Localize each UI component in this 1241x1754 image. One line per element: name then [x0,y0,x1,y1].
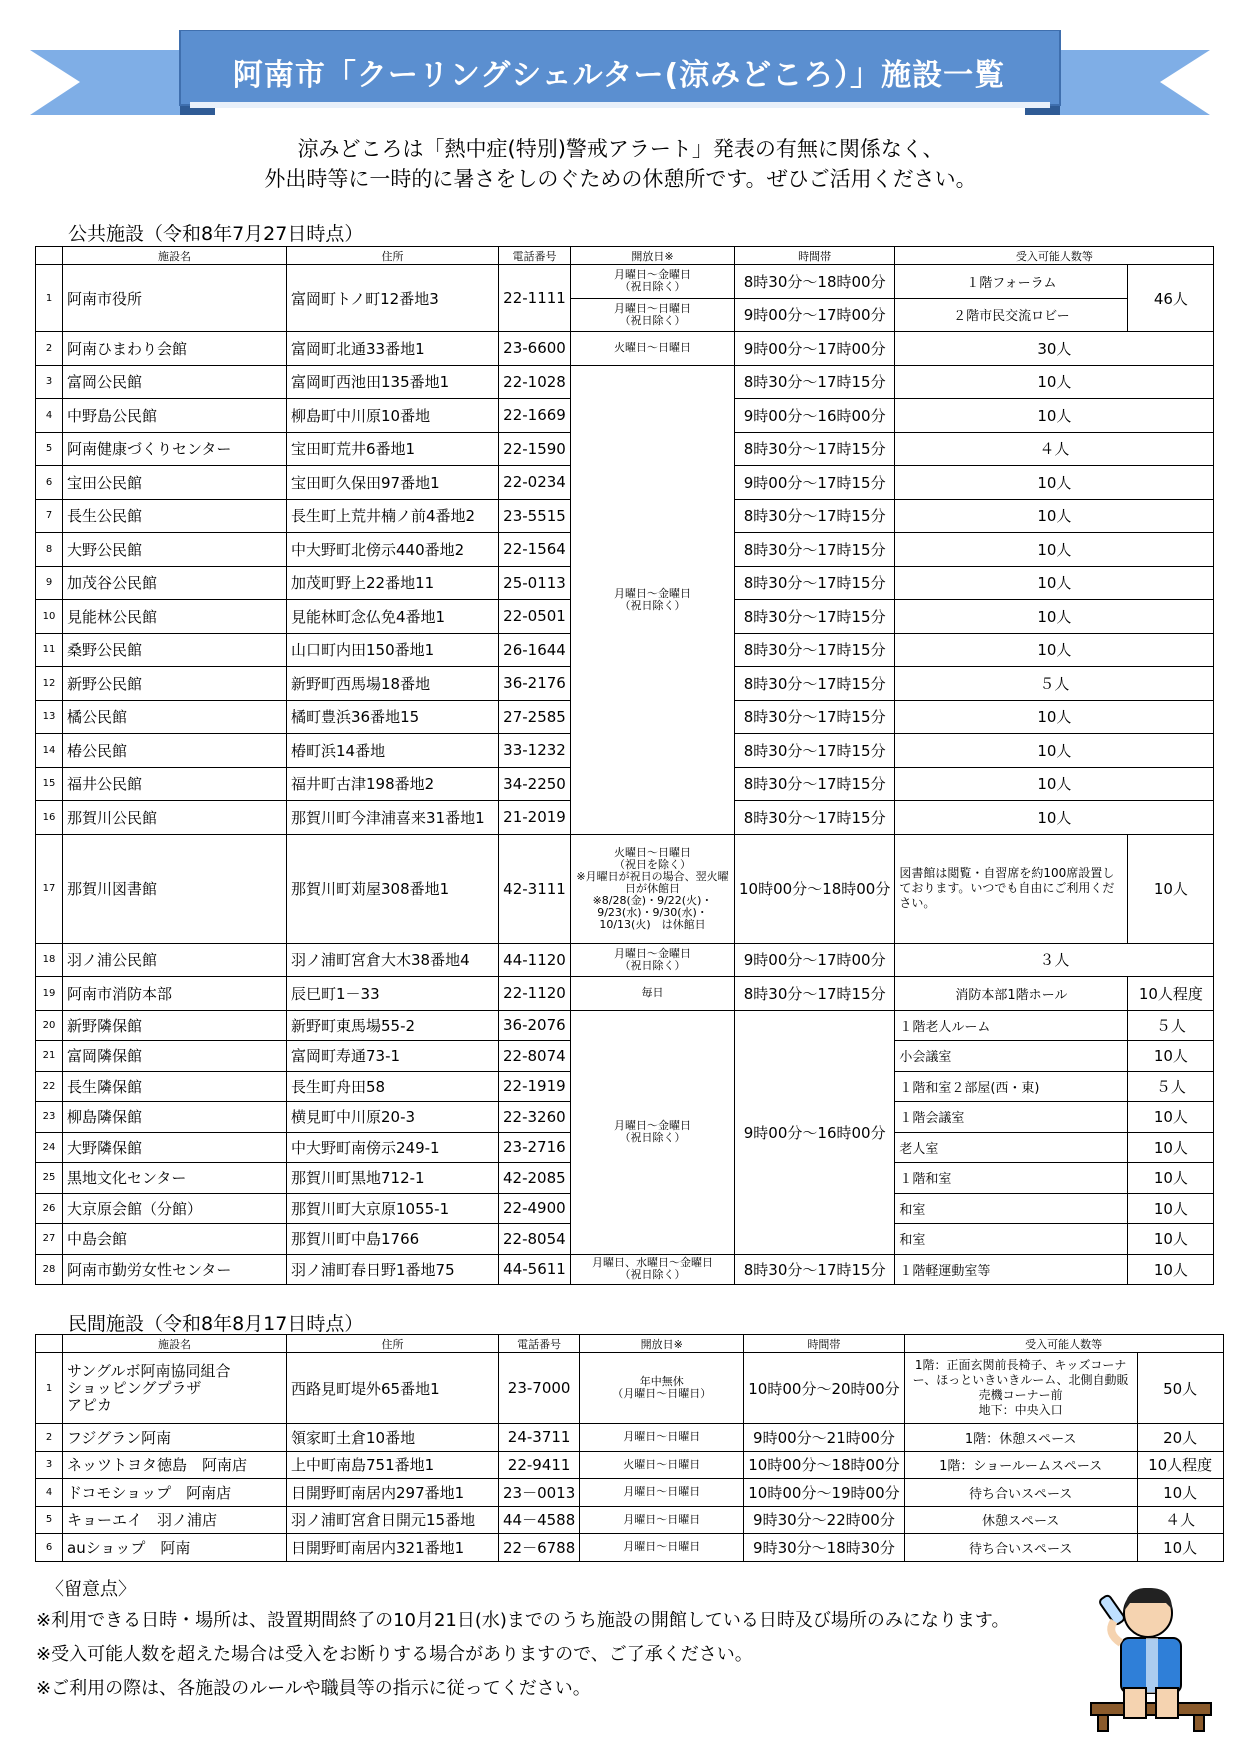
facility-tel: 22-1590 [499,432,571,466]
facility-tel: 21-2019 [499,801,571,835]
facility-address: 日開野町南居内297番地1 [287,1479,499,1507]
open-time: 8時30分～17時15分 [735,533,895,567]
public-section-heading: 公共施設（令和8年7月27日時点） [68,223,364,245]
facility-address: 柳島町中川原10番地 [287,399,499,433]
facility-address: 富岡町北通33番地1 [287,332,499,366]
facility-name: 福井公民館 [63,767,287,801]
open-time: 9時00分～17時00分 [735,298,895,332]
row-number: 20 [36,1010,63,1041]
open-days: 月曜日～金曜日 （祝日除く） [571,265,735,299]
row-number: 9 [36,566,63,600]
header-days: 開放日※ [571,247,735,265]
facility-address: 長生町上荒井楠ノ前4番地2 [287,499,499,533]
row-number: 24 [36,1132,63,1163]
open-days: 火曜日～日曜日 （祝日を除く） ※月曜日が祝日の場合、翌火曜日が休館日 ※8/28(金)・9/22(火)・9/23(水)・9/30(水)・10/13(火) は休館日 [571,834,735,943]
capacity-note: 1階：正面玄関前長椅子、キッズコーナー、ほっといきいきルーム、北側自動販売機コーナー前 地下：中央入口 [904,1353,1137,1424]
capacity: 10人 [895,767,1214,801]
row-number: 16 [36,801,63,835]
facility-tel: 44－4588 [499,1506,580,1534]
facility-name: 那賀川公民館 [63,801,287,835]
row-number: 21 [36,1041,63,1072]
row-number: 1 [36,1353,63,1424]
facility-tel: 22-1919 [499,1071,571,1102]
facility-name: 羽ノ浦公民館 [63,943,287,977]
notes-title: 〈留意点〉 [46,1579,136,1600]
header-time: 時間帯 [744,1335,904,1353]
open-time: 9時30分～18時30分 [744,1534,904,1562]
open-time: 8時30分～17時15分 [735,365,895,399]
facility-tel: 44-1120 [499,943,571,977]
facility-address: 羽ノ浦町宮倉日開元15番地 [287,1506,499,1534]
facility-name: 那賀川図書館 [63,834,287,943]
capacity: ４人 [895,432,1214,466]
capacity: 10人 [1128,834,1214,943]
open-days: 年中無休 （月曜日～日曜日） [580,1353,744,1424]
capacity: 46人 [1128,265,1214,332]
header-address: 住所 [287,1335,499,1353]
open-time: 8時30分～17時15分 [735,432,895,466]
facility-tel: 42-3111 [499,834,571,943]
open-days: 火曜日～日曜日 [571,332,735,366]
facility-name: 大野公民館 [63,533,287,567]
facility-name: 中島会館 [63,1224,287,1255]
open-time: 10時00分～19時00分 [744,1479,904,1507]
row-number: 5 [36,432,63,466]
page-title: 阿南市「クーリングシェルター(涼みどころ）」施設一覧 [232,58,1006,93]
header-capacity: 受入可能人数等 [895,247,1214,265]
facility-tel: 22-1669 [499,399,571,433]
row-number: 23 [36,1102,63,1133]
facility-name: 阿南市勤労女性センター [63,1254,287,1285]
capacity-note: 小会議室 [895,1041,1128,1072]
private-facilities-table [35,1334,1224,1562]
open-time: 8時30分～17時15分 [735,801,895,835]
facility-name: 黒地文化センター [63,1163,287,1194]
facility-address: 上中町南島751番地1 [287,1451,499,1479]
open-time: 10時00分～18時00分 [744,1451,904,1479]
facility-tel: 22-8054 [499,1224,571,1255]
facility-address: 横見町中川原20-3 [287,1102,499,1133]
capacity: 10人 [1128,1163,1214,1194]
open-time: 8時30分～17時15分 [735,1254,895,1285]
open-days: 月曜日～日曜日 [580,1424,744,1452]
note-line: ※利用できる日時・場所は、設置期間終了の10月21日(水)までのうち施設の開館している日時及び場所のみになります。 [36,1610,1010,1631]
open-time: 8時30分～17時15分 [735,633,895,667]
facility-tel: 42-2085 [499,1163,571,1194]
facility-tel: 22-3260 [499,1102,571,1133]
capacity: 10人 [895,466,1214,500]
open-days: 月曜日～日曜日 （祝日除く） [571,298,735,332]
facility-name: 桑野公民館 [63,633,287,667]
row-number: 10 [36,600,63,634]
open-time: 10時00分～20時00分 [744,1353,904,1424]
facility-address: 宝田町久保田97番地1 [287,466,499,500]
facility-name: 中野島公民館 [63,399,287,433]
facility-address: 山口町内田150番地1 [287,633,499,667]
table-header [36,247,1214,265]
facility-tel: 23-7000 [499,1353,580,1424]
open-days: 月曜日～日曜日 [580,1479,744,1507]
facility-name: 長生隣保館 [63,1071,287,1102]
facility-tel: 26-1644 [499,633,571,667]
row-number: 19 [36,977,63,1011]
table-row [36,1254,1214,1285]
capacity: 10人程度 [1128,977,1214,1011]
facility-tel: 22-0501 [499,600,571,634]
capacity: 50人 [1137,1353,1223,1424]
row-number: 28 [36,1254,63,1285]
row-number: 8 [36,533,63,567]
header-tel: 電話番号 [499,1335,580,1353]
open-time: 8時30分～17時15分 [735,600,895,634]
facility-address: 富岡町トノ町12番地3 [287,265,499,332]
table-row [36,977,1214,1011]
capacity: 10人 [895,365,1214,399]
facility-name: 大野隣保館 [63,1132,287,1163]
row-number: 25 [36,1163,63,1194]
table-row [36,1010,1214,1041]
facility-address: 新野町東馬場55-2 [287,1010,499,1041]
capacity: 10人 [895,533,1214,567]
row-number: 22 [36,1071,63,1102]
facility-name: 椿公民館 [63,734,287,768]
facility-address: 宝田町荒井6番地1 [287,432,499,466]
table-row [36,1451,1224,1479]
row-number: 1 [36,265,63,332]
facility-tel: 36-2076 [499,1010,571,1041]
facility-tel: 22-4900 [499,1193,571,1224]
facility-tel: 33-1232 [499,734,571,768]
open-days: 毎日 [571,977,735,1011]
intro-line-1: 涼みどころは「熱中症(特別)警戒アラート」発表の有無に関係なく、 [297,137,944,161]
row-number: 3 [36,365,63,399]
open-time: 9時00分～21時00分 [744,1424,904,1452]
facility-name: サングルボ阿南協同組合 ショッピングプラザ アピカ [63,1353,287,1424]
facility-name: 阿南健康づくりセンター [63,432,287,466]
facility-name: 見能林公民館 [63,600,287,634]
row-number: 11 [36,633,63,667]
header-name: 施設名 [63,1335,287,1353]
facility-name: 宝田公民館 [63,466,287,500]
capacity: 30人 [895,332,1214,366]
capacity: 10人 [895,600,1214,634]
capacity-note: 老人室 [895,1132,1128,1163]
capacity-note: 休憩スペース [904,1506,1137,1534]
facility-tel: 23-6600 [499,332,571,366]
table-row [36,1479,1224,1507]
capacity-note: 待ち合いスペース [904,1479,1137,1507]
facility-name: 柳島隣保館 [63,1102,287,1133]
capacity: ４人 [1137,1506,1223,1534]
facility-name: 阿南市役所 [63,265,287,332]
facility-tel: 22－6788 [499,1534,580,1562]
row-number: 3 [36,1451,63,1479]
table-row [36,1424,1224,1452]
row-number: 7 [36,499,63,533]
table-row [36,365,1214,399]
capacity: 10人 [895,499,1214,533]
open-time: 9時00分～17時00分 [735,943,895,977]
capacity: 10人 [1137,1534,1223,1562]
facility-address: 中大野町南傍示249-1 [287,1132,499,1163]
facility-address: 領家町土倉10番地 [287,1424,499,1452]
open-time: 8時30分～17時15分 [735,977,895,1011]
capacity-note: １階和室 [895,1163,1128,1194]
capacity-note: 1階：休憩スペース [904,1424,1137,1452]
facility-tel: 22-1120 [499,977,571,1011]
facility-name: 新野公民館 [63,667,287,701]
header-tel: 電話番号 [499,247,571,265]
capacity-note: 和室 [895,1193,1128,1224]
facility-address: 椿町浜14番地 [287,734,499,768]
open-time: 8時30分～17時15分 [735,700,895,734]
capacity: 10人 [1128,1041,1214,1072]
capacity: 10人 [895,700,1214,734]
capacity-note: １階フォーラム [895,265,1128,299]
table-header [36,1335,1224,1353]
row-number: 17 [36,834,63,943]
capacity: ５人 [1128,1010,1214,1041]
facility-tel: 22-9411 [499,1451,580,1479]
capacity-note: １階軽運動室等 [895,1254,1128,1285]
open-time: 8時30分～17時15分 [735,734,895,768]
capacity-note: 図書館は閲覧・自習席を約100席設置しております。いつでも自由にご利用ください。 [895,834,1128,943]
facility-tel: 22-0234 [499,466,571,500]
facility-tel: 44-5611 [499,1254,571,1285]
capacity: 10人 [895,399,1214,433]
facility-tel: 24-3711 [499,1424,580,1452]
facility-address: 日開野町南居内321番地1 [287,1534,499,1562]
header-address: 住所 [287,247,499,265]
facility-address: 富岡町寿通73-1 [287,1041,499,1072]
note-line: ※受入可能人数を超えた場合は受入をお断りする場合がありますので、ご了承ください。 [36,1644,753,1665]
open-days: 月曜日～金曜日 （祝日除く） [571,365,735,834]
open-days: 月曜日～金曜日 （祝日除く） [571,1010,735,1254]
facility-name: キョーエイ 羽ノ浦店 [63,1506,287,1534]
public-facilities-table [35,246,1214,1285]
facility-address: 福井町古津198番地2 [287,767,499,801]
row-number: 14 [36,734,63,768]
facility-name: 富岡公民館 [63,365,287,399]
capacity-note: 待ち合いスペース [904,1534,1137,1562]
facility-address: 羽ノ浦町春日野1番地75 [287,1254,499,1285]
facility-address: 那賀川町今津浦喜来31番地1 [287,801,499,835]
capacity: 10人 [895,566,1214,600]
facility-name: 阿南市消防本部 [63,977,287,1011]
row-number: 2 [36,332,63,366]
facility-tel: 23－0013 [499,1479,580,1507]
facility-tel: 34-2250 [499,767,571,801]
capacity: ５人 [895,667,1214,701]
capacity: 10人 [1128,1132,1214,1163]
open-time: 8時30分～17時15分 [735,499,895,533]
facility-tel: 22-1028 [499,365,571,399]
facility-name: ドコモショップ 阿南店 [63,1479,287,1507]
facility-name: 阿南ひまわり会館 [63,332,287,366]
open-time: 8時30分～17時15分 [735,566,895,600]
capacity: 10人 [1137,1479,1223,1507]
row-number: 12 [36,667,63,701]
facility-name: フジグラン阿南 [63,1424,287,1452]
facility-address: 羽ノ浦町宮倉大木38番地4 [287,943,499,977]
capacity: 10人 [1128,1193,1214,1224]
header-name: 施設名 [63,247,287,265]
capacity: 10人 [1128,1224,1214,1255]
capacity: 10人 [1128,1254,1214,1285]
facility-name: 大京原会館（分館） [63,1193,287,1224]
row-number: 5 [36,1506,63,1534]
facility-tel: 36-2176 [499,667,571,701]
table-row [36,1353,1224,1424]
capacity: 10人 [895,801,1214,835]
open-days: 月曜日～日曜日 [580,1534,744,1562]
capacity-note: １階和室２部屋(西・東) [895,1071,1128,1102]
open-time: 10時00分～18時00分 [735,834,895,943]
table-row [36,1506,1224,1534]
open-time: 9時30分～22時00分 [744,1506,904,1534]
facility-address: 加茂町野上22番地11 [287,566,499,600]
capacity-note: 1階：ショールームスペース [904,1451,1137,1479]
open-time: 8時30分～17時15分 [735,767,895,801]
row-number: 4 [36,399,63,433]
capacity: 10人程度 [1137,1451,1223,1479]
row-number: 18 [36,943,63,977]
open-time: 9時00分～17時15分 [735,466,895,500]
private-section-heading: 民間施設（令和8年8月17日時点） [68,1313,364,1335]
facility-address: 富岡町西池田135番地1 [287,365,499,399]
row-number: 4 [36,1479,63,1507]
open-time: 9時00分～16時00分 [735,399,895,433]
capacity-note: １階会議室 [895,1102,1128,1133]
row-number: 2 [36,1424,63,1452]
open-days: 月曜日～日曜日 [580,1506,744,1534]
intro-line-2: 外出時等に一時的に暑さをしのぐための休憩所です。ぜひご活用ください。 [264,167,977,191]
capacity-note: １階老人ルーム [895,1010,1128,1041]
row-number: 26 [36,1193,63,1224]
facility-address: 那賀川町大京原1055-1 [287,1193,499,1224]
table-row [36,1534,1224,1562]
capacity-note: 消防本部1階ホール [895,977,1128,1011]
header-days: 開放日※ [580,1335,744,1353]
open-time: 9時00分～17時00分 [735,332,895,366]
facility-name: 新野隣保館 [63,1010,287,1041]
facility-tel: 25-0113 [499,566,571,600]
open-days: 火曜日～日曜日 [580,1451,744,1479]
facility-tel: 22-1564 [499,533,571,567]
row-number: 15 [36,767,63,801]
facility-address: 那賀川町黒地712-1 [287,1163,499,1194]
row-number: 6 [36,466,63,500]
row-number: 13 [36,700,63,734]
title-banner [30,30,1210,120]
facility-name: 橘公民館 [63,700,287,734]
facility-address: 見能林町念仏免4番地1 [287,600,499,634]
facility-tel: 23-2716 [499,1132,571,1163]
facility-address: 那賀川町中島1766 [287,1224,499,1255]
capacity-note: 和室 [895,1224,1128,1255]
open-days: 月曜日～金曜日 （祝日除く） [571,943,735,977]
facility-address: 長生町舟田58 [287,1071,499,1102]
facility-tel: 27-2585 [499,700,571,734]
facility-address: 辰巳町1－33 [287,977,499,1011]
facility-address: 西路見町堤外65番地1 [287,1353,499,1424]
facility-name: 加茂谷公民館 [63,566,287,600]
facility-name: 長生公民館 [63,499,287,533]
facility-address: 橘町豊浜36番地15 [287,700,499,734]
table-row [36,265,1214,299]
capacity: 10人 [895,633,1214,667]
facility-name: 富岡隣保館 [63,1041,287,1072]
table-row [36,332,1214,366]
header-capacity: 受入可能人数等 [904,1335,1223,1353]
header-time: 時間帯 [735,247,895,265]
row-number: 6 [36,1534,63,1562]
table-row [36,834,1214,943]
capacity: 10人 [1128,1102,1214,1133]
capacity: ３人 [895,943,1214,977]
facility-name: auショップ 阿南 [63,1534,287,1562]
facility-address: 新野町西馬場18番地 [287,667,499,701]
facility-address: 中大野町北傍示440番地2 [287,533,499,567]
facility-tel: 23-5515 [499,499,571,533]
open-days: 月曜日、水曜日～金曜日 （祝日除く） [571,1254,735,1285]
child-drinking-water-illustration [1086,1583,1216,1733]
open-time: 9時00分～16時00分 [735,1010,895,1254]
facility-name: ネッツトヨタ徳島 阿南店 [63,1451,287,1479]
open-time: 8時30分～18時00分 [735,265,895,299]
note-line: ※ご利用の際は、各施設のルールや職員等の指示に従ってください。 [36,1678,591,1699]
capacity: 10人 [895,734,1214,768]
capacity: ５人 [1128,1071,1214,1102]
facility-address: 那賀川町苅屋308番地1 [287,834,499,943]
capacity-note: ２階市民交流ロビー [895,298,1128,332]
table-row [36,943,1214,977]
facility-tel: 22-1111 [499,265,571,332]
capacity: 20人 [1137,1424,1223,1452]
open-time: 8時30分～17時15分 [735,667,895,701]
row-number: 27 [36,1224,63,1255]
facility-tel: 22-8074 [499,1041,571,1072]
